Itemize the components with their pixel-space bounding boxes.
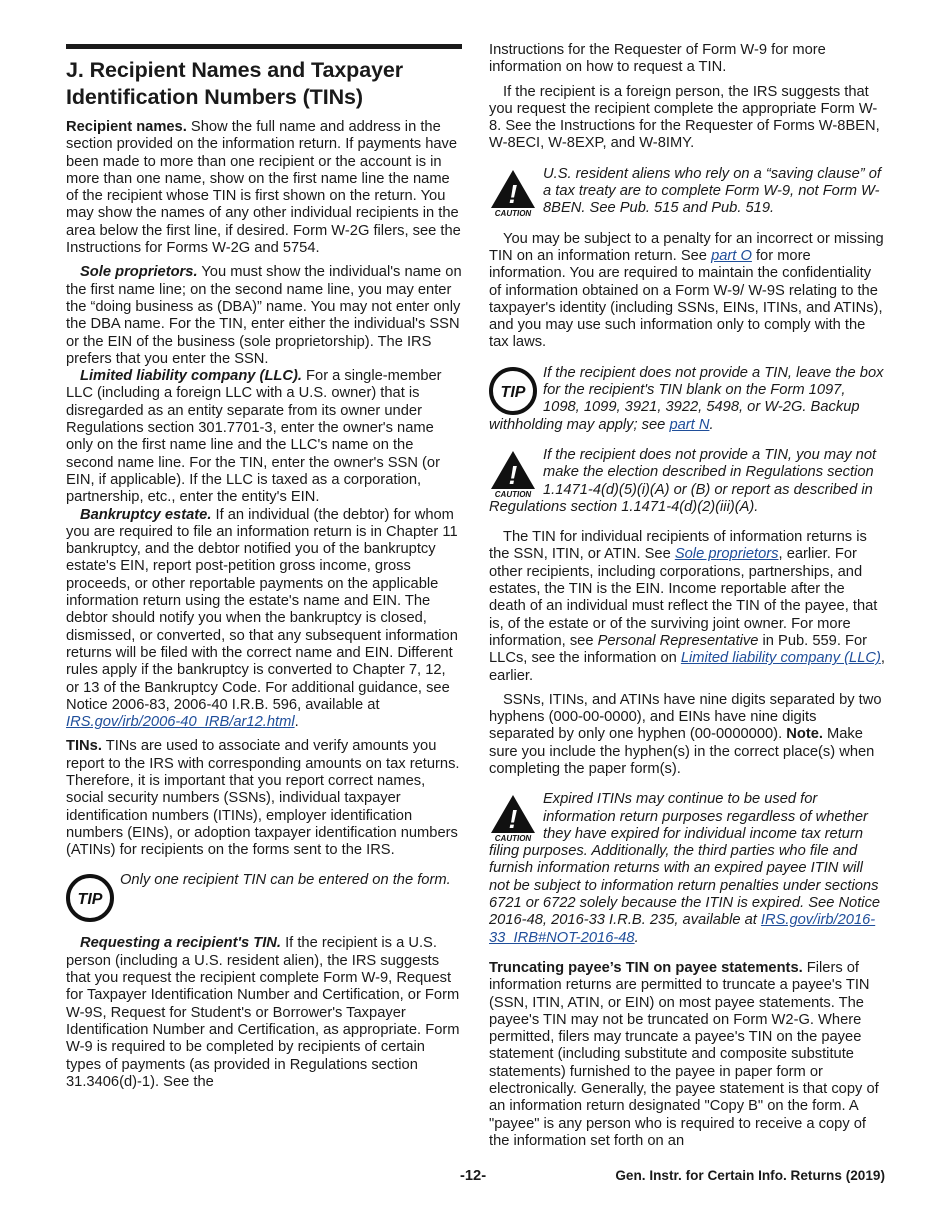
caution-note-election <box>489 447 885 516</box>
caution-icon-mark: ! <box>508 178 518 209</box>
link-irb-2006-40[interactable]: IRS.gov/irb/2006-40_IRB/ar12.html <box>66 714 295 731</box>
link-sole-proprietors[interactable]: Sole proprietors <box>674 546 779 563</box>
caution-icon-mark: ! <box>508 804 518 835</box>
text-penalty-1: You may be subject to a penalty for an incorrect or missing TIN on an information return. See <box>489 230 884 264</box>
text-bankruptcy: If an individual (the debtor) for whom you are required to file an information return is in Chapter 11 bankruptcy, and the debtor notified you of the bankruptcy estate's EIN, report post-petition gross income, gross proceeds, or other reportable payments on the applicable information return using the estate's name and EIN. The debtor should notify you when the bankruptcy is closed, dismissed, or converted, so that any subsequent information returns will be filed with the correct name and EIN. Different rules apply if the bankruptcy is converted to Chapter 7, 12, or 13 of the Bankruptcy Code. For additional guidance, see Notice 2006-83, 2006-40 I.R.B. 596, available at <box>66 506 458 713</box>
tip-text-one-tin: Only one recipient TIN can be entered on the form. <box>120 872 451 889</box>
tip-text-no-tin-end: . <box>709 416 714 433</box>
paragraph-foreign-person: If the recipient is a foreign person, the IRS suggests that you request the recipient complete the appropriate Form W-8. See the Instructions for the Requester of Forms W-8BEN, W-8ECI, W-8EXP, and W-8IMY. <box>489 83 880 152</box>
text-personal-representative: Personal Representative <box>597 632 759 649</box>
caution-text-saving-clause: U.S. resident aliens who rely on a “saving clause” of a tax treaty are to complete Form W-9, not Form W-8BEN. See Pub. 515 and Pub. 519. <box>543 165 881 217</box>
text-tin-individual-3: in Pub. 559. For LLCs, see the information on <box>489 632 868 667</box>
paragraph-tins <box>66 738 462 859</box>
tip-note-no-tin <box>489 365 885 434</box>
caution-note-saving-clause <box>489 166 885 218</box>
text-sole-proprietors: You must show the individual's name on the first name line; on the second name line, you may enter the “doing business as (DBA)” name. You may not enter only the DBA name. For the TIN, enter either the individual's SSN or the EIN of the business (sole proprietorship). The IRS prefers that you enter the SSN. <box>66 264 462 367</box>
caution-icon <box>489 449 537 497</box>
caution-icon-mark: ! <box>508 459 518 490</box>
tip-icon <box>489 367 537 415</box>
paragraph-tin-individual <box>489 529 885 685</box>
right-column <box>489 42 885 1150</box>
tip-icon <box>66 874 114 922</box>
text-truncating: Filers of information returns are permitted to truncate a payee's TIN (SSN, ITIN, ATIN, or EIN) on most payee statements. The payee's TIN may not be truncated on Form W2-G. Where permitted, filers may truncate a payee's TIN on the payee statement (including substitute and composite substitute statements) furnished to the payee in paper form or electronically. Generally, the payee statement is that copy of an information return designated "Copy B" on the form. A "payee" is any person who is required to receive a copy of the information set forth on an <box>489 959 879 1149</box>
caution-icon <box>489 793 537 841</box>
link-irb-2016-33[interactable]: IRS.gov/irb/2016-33_IRB#NOT-2016-48 <box>489 912 876 946</box>
text-digits-2: Make sure you include the hyphen(s) in the correct place(s) when completing the paper form(s). <box>489 726 875 777</box>
text-tin-individual-2: , earlier. For other recipients, including corporations, partnerships, and estates, the TIN is the EIN. Income reportable after the death of an individual must reflect the TIN of the payee, that is, of the estate or of the surviving joint owner. For more information, see <box>489 546 878 649</box>
text-digits-1: SSNs, ITINs, and ATINs have nine digits separated by two hyphens (000-00-0000), and EINs have nine digits separated by only one hyphen (00-0000000). <box>489 691 882 743</box>
paragraph-continued: Instructions for the Requester of Form W-9 for more information on how to request a TIN. <box>489 42 826 76</box>
link-llc[interactable]: Limited liability company (LLC) <box>680 650 881 667</box>
paragraph-recipient-names <box>66 119 462 257</box>
text-tins: TINs are used to associate and verify amounts you report to the IRS with corresponding amounts on tax returns. Therefore, it is important that you report correct names, social security numbers (SSNs), individual taxpayer identification numbers (ITINs), employer identification numbers (EINs), or adoption taxpayer identification numbers (ATINs) for recipients on the forms sent to the IRS. <box>66 738 460 859</box>
caution-icon <box>489 168 537 216</box>
text-bankruptcy-end: . <box>294 714 299 731</box>
paragraph-requesting-tin <box>66 935 462 1091</box>
lead-sole-proprietors: Sole proprietors. <box>80 264 198 281</box>
lead-bankruptcy: Bankruptcy estate. <box>80 506 212 523</box>
link-part-n[interactable]: part N <box>669 416 710 433</box>
text-recipient-names: Show the full name and address in the section provided on the information return. If payments have been made to more than one recipient or the account is in more than one name, show on the first name line the name of the recipient whose TIN is first shown on the return. You may show the names of any other individual recipients in the area below the first line, if desired. Form W-2G filers, see the Instructions for Forms W-2G and 5754. <box>66 119 461 257</box>
text-requesting-tin: If the recipient is a U.S. person (including a U.S. resident alien), the IRS suggests that you request the recipient complete Form W-9, Request for Taxpayer Identification Number and Certification, or Form W-9S, Request for Student's or Borrower's Taxpayer Identification Number and Certification, as appropriate. Form W-9 is required to be completed by recipients of certain types of payments (as provided in Regulations section 31.3406(d)-1). See the <box>66 935 460 1090</box>
section-heading: J. Recipient Names and Taxpayer Identification Numbers (TINs) <box>66 58 404 109</box>
paragraph-llc <box>66 368 462 506</box>
tip-icon-label: TIP <box>500 383 526 401</box>
caution-icon-label: CAUTION <box>494 489 532 497</box>
text-tin-individual-1: The TIN for individual recipients of information returns is the SSN, ITIN, or ATIN. See <box>489 529 867 563</box>
caution-icon-label: CAUTION <box>494 208 532 216</box>
lead-requesting-tin: Requesting a recipient's TIN. <box>80 935 281 952</box>
paragraph-penalty <box>489 231 885 352</box>
paragraph-bankruptcy <box>66 507 462 732</box>
section-rule <box>66 44 462 49</box>
text-llc: For a single-member LLC (including a foreign LLC with a U.S. owner) that is disregarded as an entity separate from its owner under Regulations section 301.7701-3, enter the owner's name only on the first name line and the LLC's name on the second name line. For the TIN, enter the owner's SSN (or EIN, if applicable). If the LLC is taxed as a corporation, partnership, etc., enter the entity's EIN. <box>66 368 442 506</box>
tip-text-no-tin: If the recipient does not provide a TIN, leave the box for the recipient's TIN blank on the Form 1097, 1098, 1099, 3921, 3922, 5498, or W-2G. Backup withholding may apply; see <box>489 364 884 433</box>
paragraph-digits <box>489 692 885 778</box>
page-number: -12- <box>460 1168 487 1184</box>
caution-text-expired-itins-end: . <box>634 929 639 946</box>
page-footer <box>0 1168 950 1188</box>
lead-recipient-names: Recipient names. <box>66 119 187 135</box>
tip-note-one-tin <box>66 872 462 922</box>
lead-llc: Limited liability company (LLC). <box>80 368 302 385</box>
text-digits-note: Note. <box>786 726 823 743</box>
paragraph-sole-proprietors <box>66 264 462 368</box>
lead-truncating: Truncating payee’s TIN on payee statements. <box>489 959 803 976</box>
paragraph-truncating <box>489 960 885 1150</box>
text-penalty-2: for more information. You are required to maintain the confidentiality of information obtained on a Form W-9/ W-9S relating to the taxpayer's identity (including SSNs, EINs, ITINs, and ATINs), and you may use such information only to comply with the tax laws. <box>489 247 883 351</box>
caution-text-election: If the recipient does not provide a TIN, you may not make the election described in Regulations section 1.1471-4(d)(5)(i)(A) or (B) or report as described in Regulations section 1.1471-4(d)(2)(iii)(A). <box>489 446 877 515</box>
caution-note-expired-itins <box>489 791 885 947</box>
caution-text-expired-itins: Expired ITINs may continue to be used for information return purposes regardless of whether they have expired for individual income tax return filing purposes. Additionally, the third parties who file and furnish information returns with an expired payee ITIN will not be subject to information return penalties under sections 6721 or 6722 solely because the ITIN is expired. See Notice 2016-48, 2016-33 I.R.B. 235, available at <box>489 791 881 929</box>
text-tin-individual-4: , earlier. <box>489 650 885 684</box>
lead-tins: TINs. <box>66 738 102 755</box>
link-part-o[interactable]: part O <box>711 247 752 264</box>
caution-icon-label: CAUTION <box>494 834 532 842</box>
footer-doc-title: Gen. Instr. for Certain Info. Returns (2019) <box>615 1168 885 1183</box>
tip-icon-label: TIP <box>77 891 103 909</box>
left-column <box>66 44 462 1091</box>
